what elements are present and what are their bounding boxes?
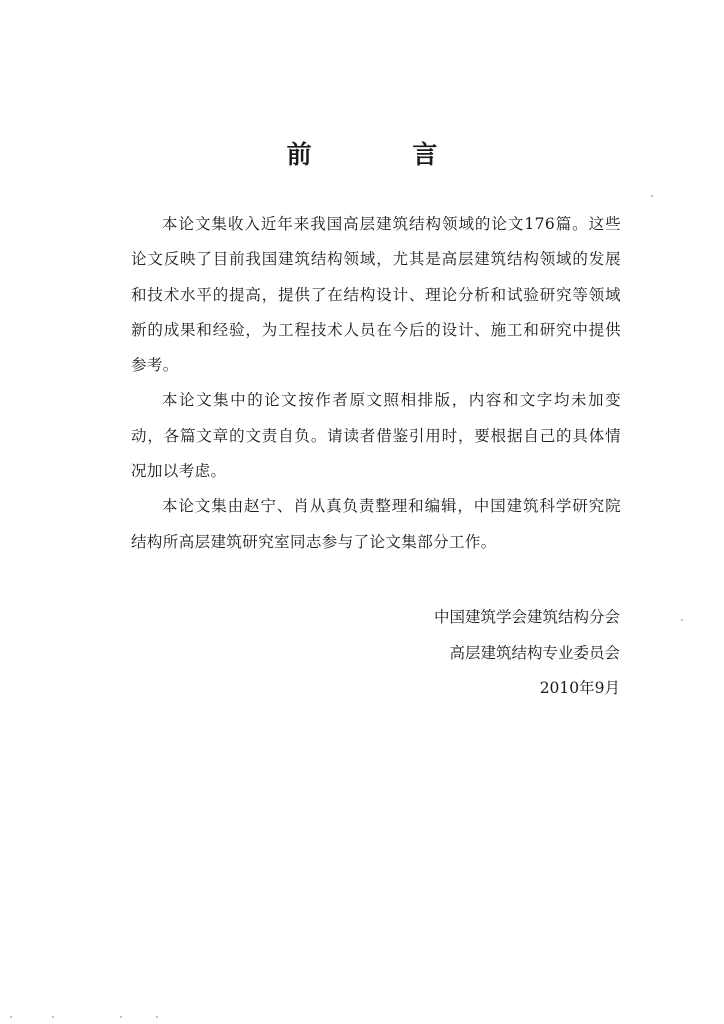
scan-speck bbox=[651, 195, 653, 197]
signature-date: 2010年9月 bbox=[539, 679, 620, 697]
scan-speck bbox=[10, 1016, 12, 1018]
scan-speck bbox=[681, 619, 683, 621]
page-title: 前 言 bbox=[286, 140, 484, 169]
scan-speck bbox=[120, 1016, 122, 1018]
signature-block bbox=[434, 600, 620, 707]
paragraph: 本论文集收入近年来我国高层建筑结构领域的论文176篇。这些论文反映了目前我国建筑结构领域，尤其是高层建筑结构领域的发展和技术水平的提高，提供了在结构设计、理论分析和试验研究等领域新的成果和经验，为工程技术人员在今后的设计、施工和研究中提供参考。 bbox=[131, 215, 621, 375]
signature-committee: 高层建筑结构专业委员会 bbox=[449, 643, 620, 662]
signature-organization: 中国建筑学会建筑结构分会 bbox=[433, 608, 620, 626]
scan-speck bbox=[156, 1016, 158, 1018]
preface-body bbox=[131, 207, 621, 560]
scan-speck bbox=[52, 1016, 54, 1018]
paragraph: 本论文集中的论文按作者原文照相排版，内容和文字均未加变动，各篇文章的文责自负。请读者借鉴引用时，要根据自己的具体情况加以考虑。 bbox=[131, 391, 621, 481]
paragraph: 本论文集由赵宁、肖从真负责整理和编辑，中国建筑科学研究院结构所高层建筑研究室同志参与了论文集部分工作。 bbox=[131, 497, 621, 551]
